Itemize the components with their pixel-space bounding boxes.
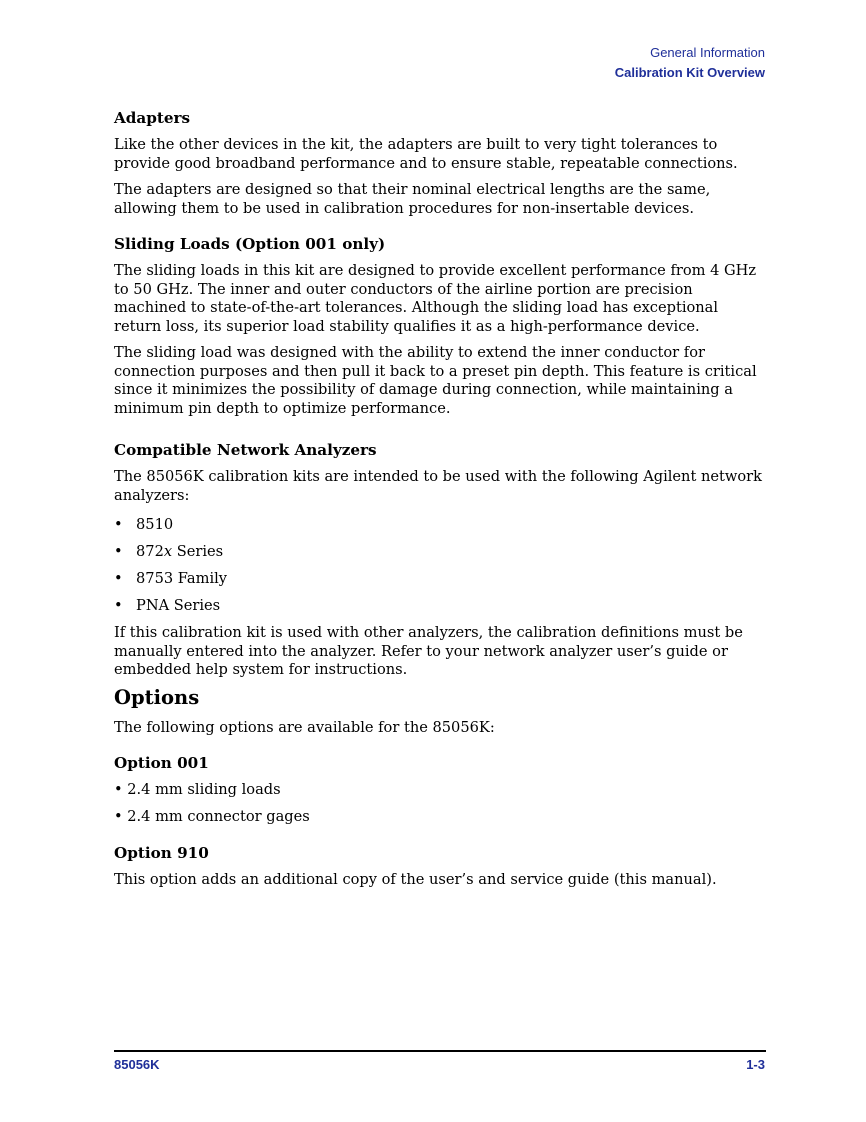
sliding-loads-paragraph-2: The sliding load was designed with the ability to extend the inner conductor for connection purposes and then pull it back to a preset pin depth. This feature is critical since it minimizes the possibility of damage during connection, while maintaining a minimum pin depth to optimize performance. bbox=[114, 344, 757, 417]
bullet-icon: • bbox=[114, 808, 128, 825]
running-header bbox=[615, 43, 765, 83]
bullet-icon: • bbox=[114, 543, 123, 560]
options-intro: The following options are available for the 85056K: bbox=[114, 719, 495, 736]
sliding-loads-paragraph-1: The sliding loads in this kit are designed to provide excellent performance from 4 GHz to 50 GHz. The inner and outer conductors of the airline portion are precision machined to state-of-the-art tolerances. Although the sliding load has exceptional return loss, its superior load stability qualifies it as a high-performance device. bbox=[114, 262, 757, 335]
bullet-icon: • bbox=[114, 570, 123, 587]
adapters-paragraph-2: The adapters are designed so that their nominal electrical lengths are the same, allowing them to be used in calibration procedures for non-insertable devices. bbox=[114, 181, 711, 217]
list-item: • PNA Series bbox=[114, 597, 221, 614]
list-item: • 872x Series bbox=[114, 543, 224, 560]
header-section: General Information bbox=[650, 45, 765, 60]
options-heading: Options bbox=[114, 686, 200, 709]
sliding-loads-heading: Sliding Loads (Option 001 only) bbox=[114, 235, 386, 253]
footer-page-number: 1-3 bbox=[746, 1057, 765, 1072]
adapters-heading: Adapters bbox=[114, 109, 191, 127]
list-item: • 8753 Family bbox=[114, 570, 228, 587]
list-item: • 2.4 mm sliding loads bbox=[114, 781, 281, 798]
list-item: • 2.4 mm connector gages bbox=[114, 808, 310, 825]
bullet-icon: • bbox=[114, 781, 128, 798]
footer-divider bbox=[114, 1050, 766, 1052]
footer-model: 85056K bbox=[114, 1057, 160, 1072]
compatible-analyzers-intro: The 85056K calibration kits are intended to be used with the following Agilent network analyzers: bbox=[114, 468, 762, 504]
header-subsection: Calibration Kit Overview bbox=[614, 65, 765, 80]
option-910-heading: Option 910 bbox=[114, 844, 209, 862]
adapters-paragraph-1: Like the other devices in the kit, the adapters are built to very tight tolerances to provide good broadband performance and to ensure stable, repeatable connections. bbox=[114, 136, 738, 172]
list-item: • 8510 bbox=[114, 516, 174, 533]
option-001-heading: Option 001 bbox=[114, 754, 209, 772]
bullet-icon: • bbox=[114, 597, 123, 614]
bullet-icon: • bbox=[114, 516, 123, 533]
option-910-text: This option adds an additional copy of the user’s and service guide (this manual). bbox=[114, 871, 717, 888]
compatible-analyzers-note: If this calibration kit is used with other analyzers, the calibration definitions must be manually entered into the analyzer. Refer to your network analyzer user’s guide or embedded help system for instructions. bbox=[114, 624, 743, 679]
compatible-analyzers-heading: Compatible Network Analyzers bbox=[114, 441, 377, 459]
